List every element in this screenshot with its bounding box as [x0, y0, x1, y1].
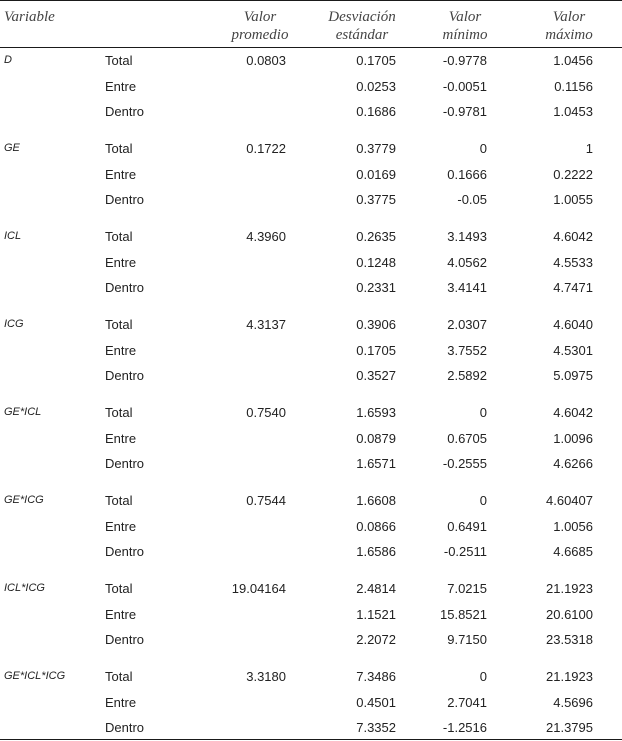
cell-max: 4.7471 [553, 280, 593, 296]
header-min-line1: Valor [448, 9, 482, 25]
cell-mean: 0.7540 [246, 405, 286, 420]
cell-max: 20.6100 [546, 606, 593, 622]
variable-label: ICL [4, 230, 22, 242]
cell-sd: 1.1521 [356, 606, 396, 622]
cell-mean: 4.3137 [246, 317, 286, 332]
header-mean [220, 8, 300, 44]
cell-sd: 0.2635 [356, 229, 396, 244]
header-max [524, 8, 614, 44]
header-sd [312, 8, 412, 44]
cell-max: 21.1923 [546, 669, 593, 684]
cell-max: 4.6266 [553, 456, 593, 472]
cell-sd: 0.0866 [356, 518, 396, 534]
cell-min: -0.9778 [442, 53, 487, 68]
component-label: Total [105, 53, 133, 68]
component-label: Entre [105, 430, 137, 446]
header-variable-label: Variable [4, 9, 55, 25]
cell-sd: 1.6571 [356, 456, 396, 472]
top-rule [0, 0, 622, 1]
cell-max: 0.1156 [554, 78, 593, 94]
header-min [420, 8, 510, 44]
cell-min: 3.1493 [447, 229, 487, 244]
cell-sd: 0.0169 [356, 166, 396, 182]
header-variable [4, 8, 55, 26]
component-label: Total [105, 317, 133, 332]
component-label: Dentro [105, 544, 145, 560]
component-label: Dentro [105, 104, 145, 120]
component-label: Total [105, 493, 133, 508]
cell-max: 4.60407 [546, 493, 593, 508]
component-label: Entre [105, 166, 137, 182]
cell-sd: 2.4814 [356, 581, 396, 596]
cell-min: 2.7041 [447, 694, 487, 710]
cell-max: 1.0456 [553, 53, 593, 68]
cell-min: 3.7552 [447, 342, 487, 358]
cell-max: 1.0096 [553, 430, 593, 446]
component-label: Entre [105, 78, 137, 94]
cell-mean: 3.3180 [246, 669, 286, 684]
cell-sd: 0.0253 [356, 78, 396, 94]
cell-max: 4.6042 [553, 405, 593, 420]
cell-max: 4.5533 [553, 254, 593, 270]
cell-sd: 0.1686 [356, 104, 396, 120]
cell-min: 4.0562 [447, 254, 487, 270]
component-label: Entre [105, 606, 137, 622]
bottom-rule [0, 739, 622, 740]
cell-max: 1.0055 [553, 192, 593, 208]
cell-max: 1 [585, 141, 593, 156]
cell-min: 7.0215 [447, 581, 487, 596]
header-min-line2: mínimo [442, 27, 488, 43]
cell-min: -0.0051 [442, 78, 487, 94]
component-label: Total [105, 229, 133, 244]
cell-max: 21.3795 [546, 720, 593, 736]
cell-min: 0.6491 [447, 518, 487, 534]
cell-min: 15.8521 [440, 606, 487, 622]
cell-sd: 0.3775 [356, 192, 396, 208]
component-label: Entre [105, 342, 137, 358]
cell-max: 4.6040 [553, 317, 593, 332]
header-max-line2: máximo [545, 27, 593, 43]
cell-max: 4.6685 [553, 544, 593, 560]
cell-min: -0.2511 [443, 544, 487, 560]
variable-label: GE [4, 142, 20, 154]
cell-sd: 0.3906 [356, 317, 396, 332]
cell-sd: 0.0879 [356, 430, 396, 446]
cell-min: -1.2516 [442, 720, 487, 736]
component-label: Total [105, 141, 133, 156]
component-label: Dentro [105, 632, 145, 648]
cell-min: 3.4141 [447, 280, 487, 296]
cell-sd: 0.4501 [356, 694, 396, 710]
component-label: Dentro [105, 192, 145, 208]
cell-sd: 0.1705 [356, 342, 396, 358]
cell-sd: 1.6608 [356, 493, 396, 508]
cell-min: 0.6705 [447, 430, 487, 446]
cell-sd: 1.6586 [356, 544, 396, 560]
variable-label: GE*ICL*ICG [4, 670, 66, 682]
header-rule [0, 47, 622, 48]
cell-min: 0 [479, 493, 487, 508]
cell-min: -0.2555 [442, 456, 487, 472]
cell-min: 0.1666 [447, 166, 487, 182]
variable-label: D [4, 54, 12, 66]
cell-mean: 19.04164 [231, 581, 286, 596]
cell-min: 2.0307 [447, 317, 487, 332]
variable-label: GE*ICL [4, 406, 42, 418]
cell-mean: 0.0803 [246, 53, 286, 68]
cell-sd: 0.2331 [356, 280, 396, 296]
header-mean-line1: Valor [243, 9, 277, 25]
cell-sd: 0.3779 [356, 141, 396, 156]
cell-min: 0 [479, 141, 487, 156]
cell-max: 5.0975 [553, 368, 593, 384]
component-label: Dentro [105, 280, 145, 296]
cell-sd: 0.1248 [356, 254, 396, 270]
component-label: Total [105, 669, 133, 684]
cell-min: 0 [479, 405, 487, 420]
cell-sd: 7.3486 [356, 669, 396, 684]
cell-max: 0.2222 [553, 166, 593, 182]
cell-min: 0 [479, 669, 487, 684]
cell-max: 1.0056 [553, 518, 593, 534]
component-label: Entre [105, 254, 137, 270]
cell-sd: 7.3352 [356, 720, 396, 736]
component-label: Dentro [105, 456, 145, 472]
cell-max: 21.1923 [546, 581, 593, 596]
variable-label: ICG [4, 318, 24, 330]
header-sd-line2: estándar [335, 27, 389, 43]
cell-min: 9.7150 [447, 632, 487, 648]
component-label: Total [105, 405, 133, 420]
cell-mean: 0.1722 [246, 141, 286, 156]
cell-min: -0.05 [457, 192, 487, 208]
cell-max: 1.0453 [553, 104, 593, 120]
cell-sd: 0.1705 [356, 53, 396, 68]
cell-max: 4.5696 [553, 694, 593, 710]
cell-mean: 0.7544 [246, 493, 286, 508]
cell-sd: 1.6593 [356, 405, 396, 420]
header-mean-line2: promedio [231, 27, 289, 43]
cell-sd: 0.3527 [356, 368, 396, 384]
component-label: Total [105, 581, 133, 596]
header-sd-line1: Desviación [328, 9, 396, 25]
cell-mean: 4.3960 [246, 229, 286, 244]
component-label: Entre [105, 694, 137, 710]
header-max-line1: Valor [552, 9, 586, 25]
variable-label: GE*ICG [4, 494, 44, 506]
component-label: Entre [105, 518, 137, 534]
component-label: Dentro [105, 368, 145, 384]
component-label: Dentro [105, 720, 145, 736]
cell-max: 4.5301 [553, 342, 593, 358]
cell-sd: 2.2072 [356, 632, 396, 648]
cell-min: -0.9781 [442, 104, 487, 120]
variable-label: ICL*ICG [4, 582, 45, 594]
cell-max: 23.5318 [546, 632, 593, 648]
cell-min: 2.5892 [447, 368, 487, 384]
cell-max: 4.6042 [553, 229, 593, 244]
